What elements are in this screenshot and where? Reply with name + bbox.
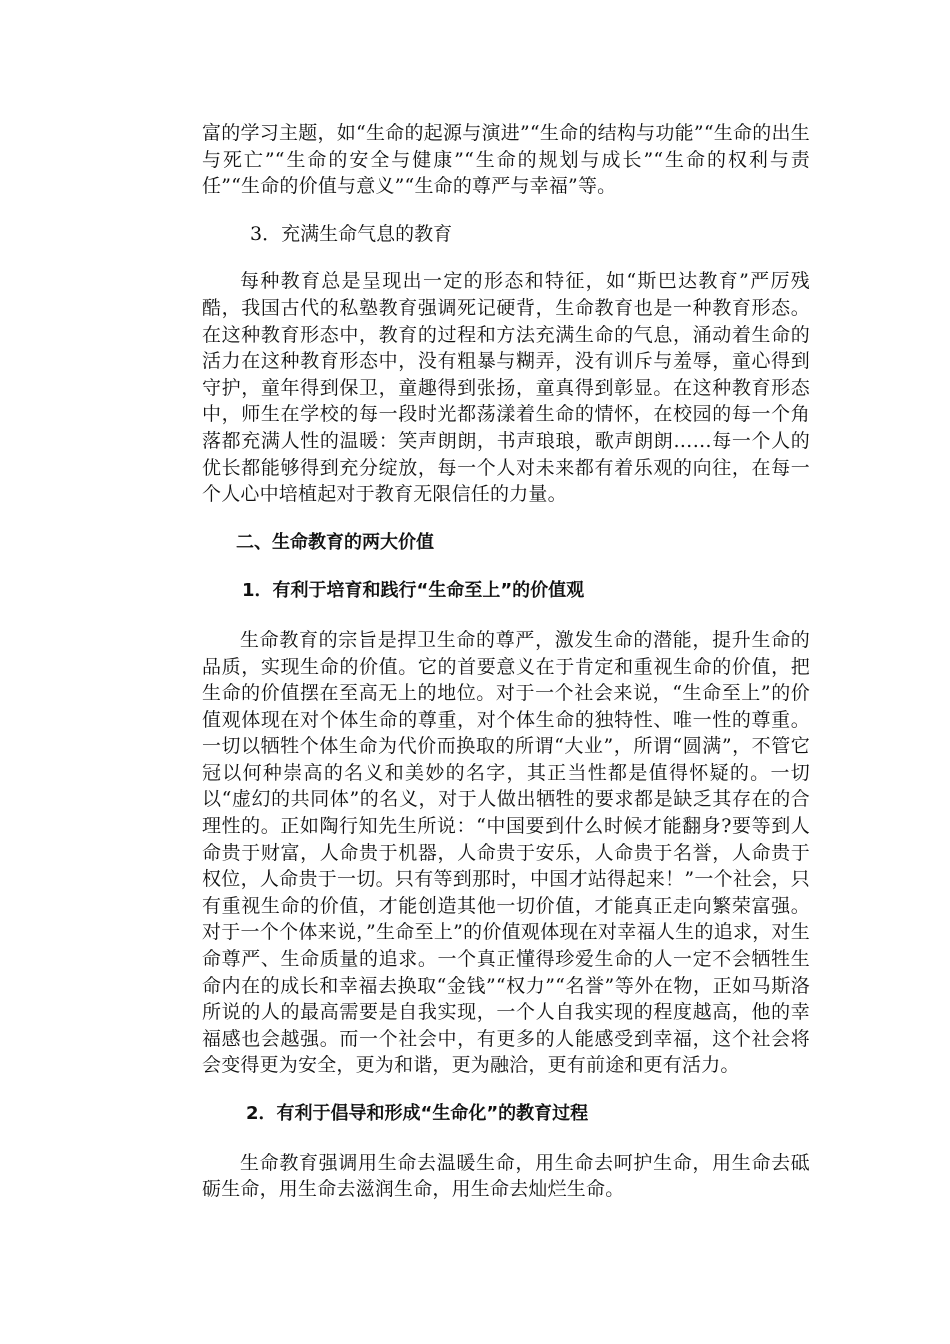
spacer — [202, 247, 810, 268]
paragraph-learning-themes: 富的学习主题，如“生命的起源与演进”“生命的结构与功能”“生命的出生与死亡”“生命的安全与健康”“生命的规划与成长”“生命的权利与责任”“生命的价值与意义”“生命的尊严与幸福”等。 — [202, 122, 810, 198]
spacer — [202, 605, 810, 627]
spacer — [202, 508, 810, 530]
subheading-lively-education: 3．充满生命气息的教育 — [250, 222, 453, 245]
spacer — [202, 200, 810, 221]
spacer — [202, 1079, 810, 1101]
spacer — [202, 1128, 810, 1150]
paragraph-education-form: 每种教育总是呈现出一定的形态和特征，如“斯巴达教育”严厉残酷，我国古代的私塾教育强调死记硬背，生命教育也是一种教育形态。在这种教育形态中，教育的过程和方法充满生命的气息，涌动着生命的活力在这种教育形态中，没有粗暴与糊弄，没有训斥与羞辱，童心得到守护，童年得到保卫，童趣得到张扬，童真得到彰显。在这种教育形态中，师生在学校的每一段时光都荡漾着生命的情怀，在校园的每一个角落都充满人性的温暖：笑声朗朗，书声琅琅，歌声朗朗……每一个人的优长都能够得到充分绽放，每一个人对未来都有着乐观的向往，在每一个人心中培植起对于教育无限信任的力量。 — [202, 270, 810, 506]
document-page — [202, 120, 810, 1203]
subsection-heading-life-process: 2．有利于倡导和形成“生命化”的教育过程 — [246, 1103, 589, 1124]
paragraph-life-warms-life: 生命教育强调用生命去温暖生命，用生命去呵护生命，用生命去砥砺生命，用生命去滋润生命，用生命去灿烂生命。 — [202, 1151, 810, 1201]
subsection-heading-life-first: 1．有利于培育和践行“生命至上”的价值观 — [242, 580, 585, 602]
paragraph-life-first-value: 生命教育的宗旨是捍卫生命的尊严，激发生命的潜能，提升生命的品质，实现生命的价值。它的首要意义在于肯定和重视生命的价值，把生命的价值摆在至高无上的地位。对于一个社会来说，“生命至上”的价值观体现在对个体生命的尊重，对个体生命的独特性、唯一性的尊重。一切以牺牲个体生命为代价而换取的所谓“大业”，所谓“圆满”，不管它冠以何种崇高的名义和美妙的名字，其正当性都是值得怀疑的。一切以“虚幻的共同体”的名义，对于人做出牺牲的要求都是缺乏其存在的合理性的。正如陶行知先生所说：“中国要到什么时候才能翻身?要等到人命贵于财富，人命贵于机器，人命贵于安乐，人命贵于名誉，人命贵于权位，人命贵于一切。只有等到那时，中国才站得起来！”一个社会，只有重视生命的价值，才能创造其他一切价值，才能真正走向繁荣富强。对于一个个体来说，”生命至上”的价值观体现在对幸福人生的追求，对生命尊严、生命质量的追求。一个真正懂得珍爱生命的人一定不会牺牲生命内在的成长和幸福去换取“金钱”“权力”“名誉”等外在物，正如马斯洛所说的人的最高需要是自我实现，一个人自我实现的程度越高，他的幸福感也会越强。而一个社会中，有更多的人能感受到幸福，这个社会将会变得更为安全，更为和谐，更为融洽，更有前途和更有活力。 — [202, 628, 810, 1077]
spacer — [202, 556, 810, 578]
section-heading-two-values: 二、生命教育的两大价值 — [236, 531, 434, 553]
